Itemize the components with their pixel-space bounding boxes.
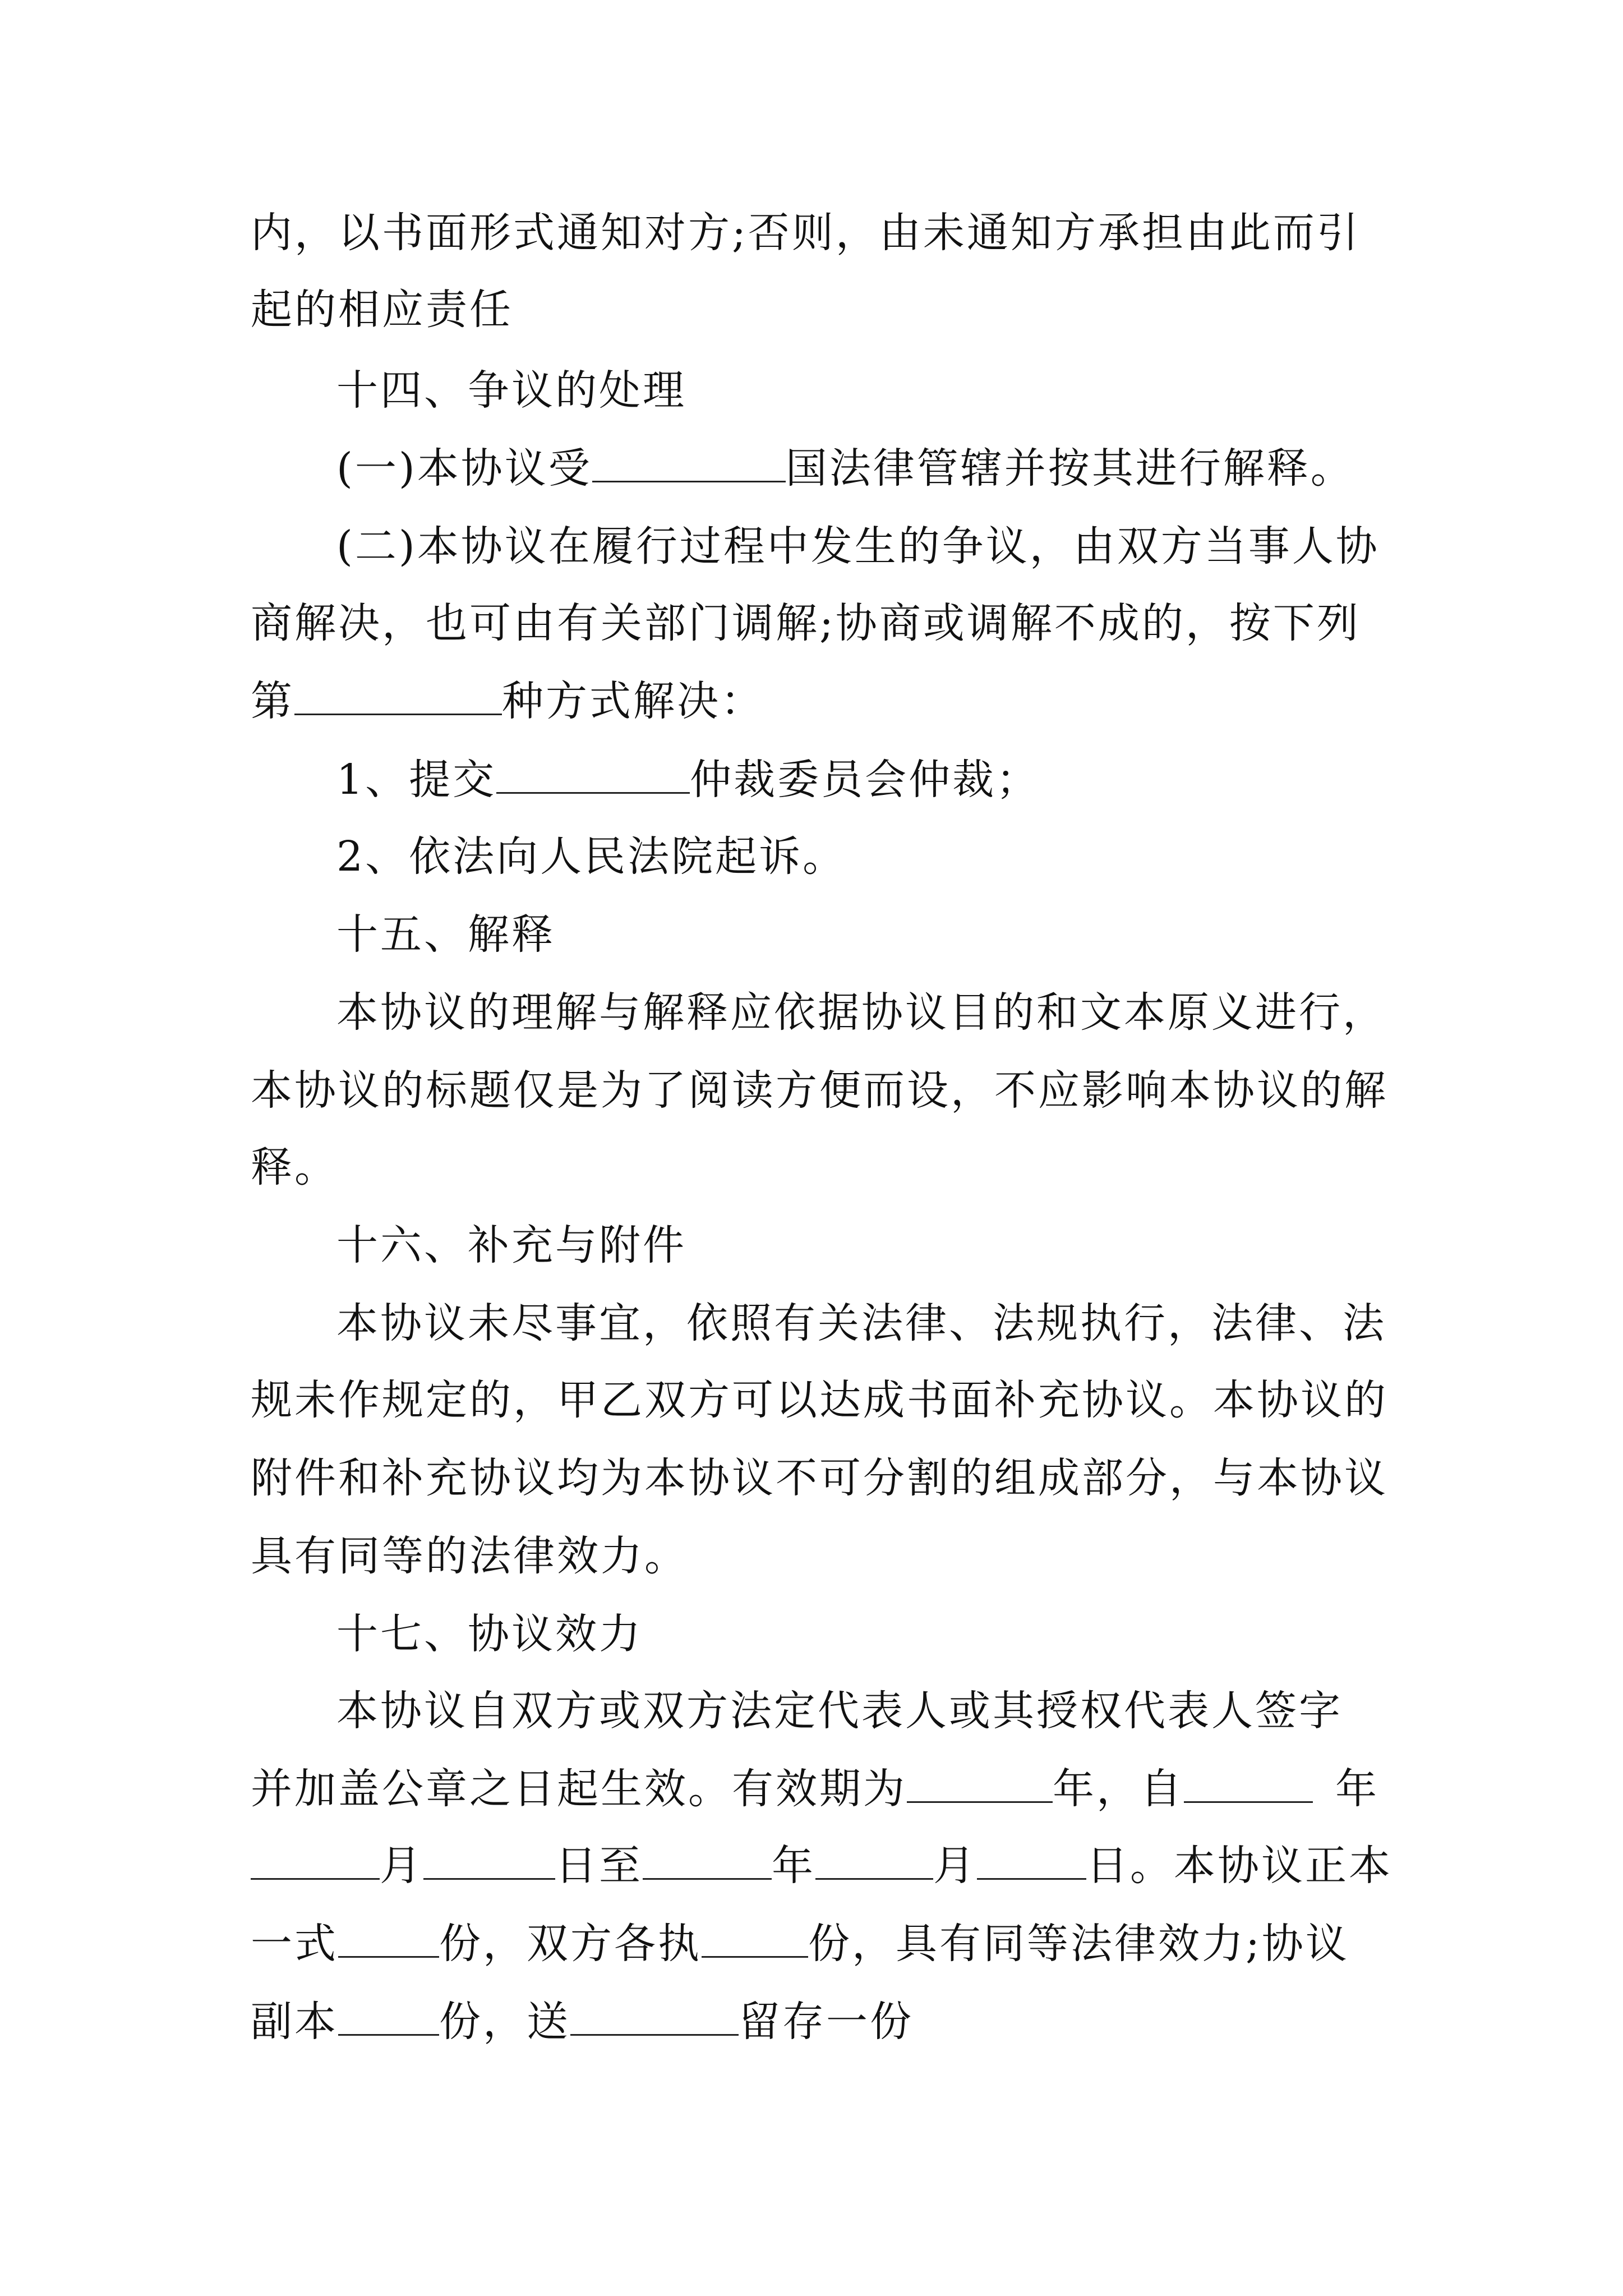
text-span: 副本 [251,1998,338,2046]
text-span: 份，具有同等法律效力;协议 [808,1920,1349,1968]
text-line [251,1994,914,2050]
fill-blank [251,1843,380,1880]
text-line: 规未作规定的，甲乙双方可以达成书面补充协议。本协议的 [251,1376,1388,1424]
text-span: 份，双方各执 [439,1920,702,1968]
fill-blank [570,1999,739,2036]
fill-blank [977,1843,1086,1880]
text-span: 国法律管辖并按其进行解释。 [785,444,1354,493]
fill-blank [338,1921,439,1958]
clause-line: 2、依法向人民法院起诉。 [336,832,847,881]
text-span: 日至 [555,1842,643,1890]
fill-blank [907,1766,1053,1803]
text-span: 留存一份 [739,1998,914,2046]
section-heading: 十六、补充与附件 [336,1221,686,1269]
text-line: 附件和补充协议均为本协议不可分割的组成部分，与本协议 [251,1454,1388,1502]
text-line: 内，以书面形式通知对方;否则，由未通知方承担由此而引 [251,209,1361,257]
clause-line [336,752,1040,808]
text-line: 起的相应责任 [251,286,513,334]
fill-blank [1184,1766,1313,1803]
text-span: 一式 [251,1920,338,1968]
section-heading: 十四、争议的处理 [336,366,686,415]
section-heading: 十七、协议效力 [336,1610,643,1658]
text-line: 释。 [251,1143,338,1191]
fill-blank [294,679,502,715]
fill-blank [643,1843,772,1880]
text-line: 本协议的理解与解释应依据协议目的和文本原义进行， [336,988,1386,1037]
text-span: 仲裁委员会仲裁； [690,756,1040,804]
text-span: 年，自 [1053,1765,1184,1813]
text-span: 年 [1335,1765,1379,1813]
fill-blank [338,1999,439,2036]
fill-blank [423,1843,555,1880]
text-span: 日。本协议正本 [1086,1842,1393,1890]
text-span: 份，送 [439,1998,570,2046]
fill-blank [592,446,786,482]
fill-blank [496,757,690,794]
text-line [251,1916,1349,1972]
text-line: 商解决，也可由有关部门调解;协商或调解不成的，按下列 [251,599,1361,647]
text-line: 本协议的标题仅是为了阅读方便而设，不应影响本协议的解 [251,1066,1388,1115]
text-span: 年 [772,1842,815,1890]
text-line: 本协议未尽事宜，依照有关法律、法规执行，法律、法 [336,1299,1386,1347]
text-line [251,673,764,729]
text-span: 1、提交 [336,756,497,804]
text-span: 并加盖公章之日起生效。有效期为 [251,1765,907,1813]
text-span: 月 [380,1842,423,1890]
text-span: 月 [933,1842,977,1890]
text-line [251,1761,1379,1817]
fill-blank [815,1843,933,1880]
fill-blank [702,1921,808,1958]
text-line: 本协议自双方或双方法定代表人或其授权代表人签字 [336,1687,1343,1735]
text-span: 种方式解决： [502,677,764,725]
text-line [251,1838,1393,1894]
clause-line [336,440,1354,496]
text-span: (一)本协议受 [336,444,592,493]
text-line: 具有同等的法律效力。 [251,1532,688,1580]
text-span: 第 [251,677,294,725]
section-heading: 十五、解释 [336,910,555,959]
clause-line: (二)本协议在履行过程中发生的争议，由双方当事人协 [336,522,1380,570]
